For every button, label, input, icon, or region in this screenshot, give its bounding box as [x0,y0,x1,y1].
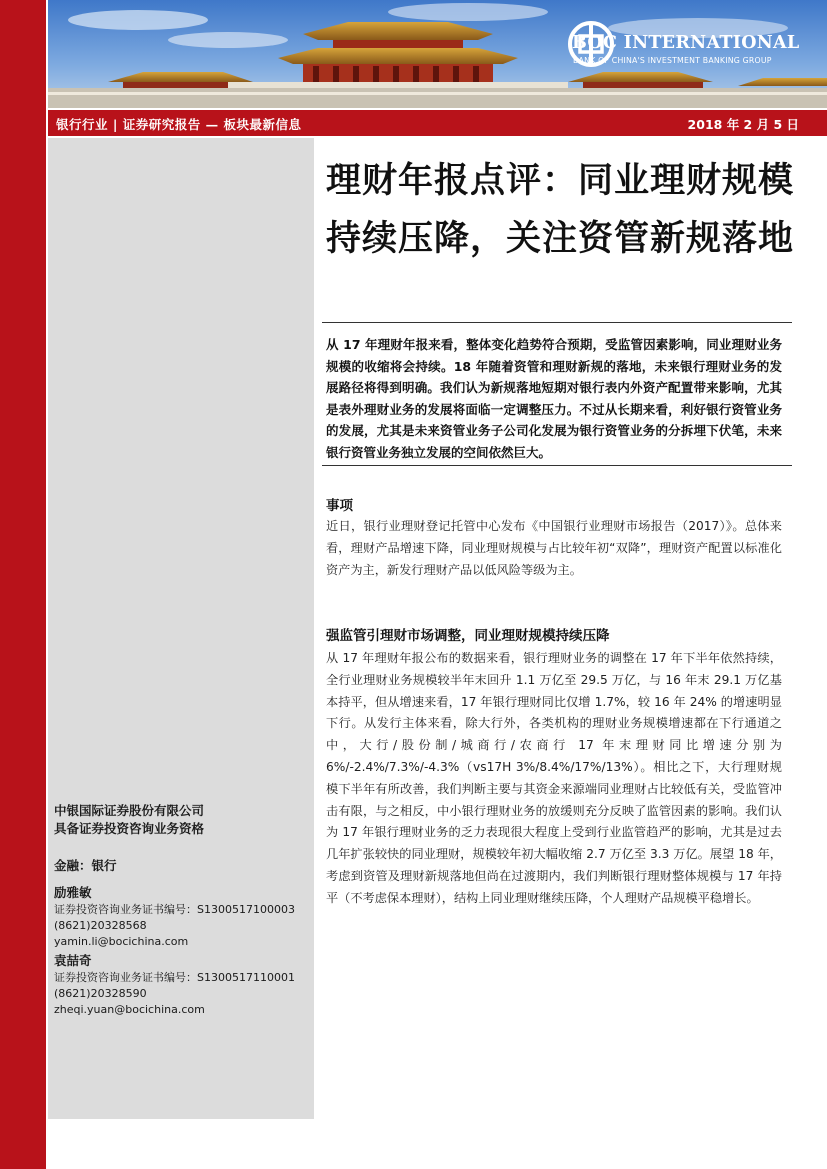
report-info-bar [48,110,827,136]
analyst-card [54,952,295,1018]
section-heading: 强监管引理财市场调整，同业理财规模持续压降 [326,628,610,644]
section-body: 近日，银行业理财登记托管中心发布《中国银行业理财市场报告（2017）》。总体来看，理财产品增速下降，同业理财规模与占比较年初“双降”，理财资产配置以标准化资产为主，新发行理财产品以低风险等级为主。 [326,519,782,577]
summary-divider [322,465,792,466]
company-name: 中银国际证券股份有限公司 [54,803,205,818]
summary-paragraph: 从 17 年理财年报来看，整体变化趋势符合预期，受监管因素影响，同业理财业务规模的收缩将会持续。18 年随着资管和理财新规的落地，未来银行理财业务的发展路径将得到明确。我们认为新规落地短期对银行表内外资产配置带来影响，尤其是表外理财业务的发展将面临一定调整压力。不过从长期来看，利好银行资管业务的发展，尤其是未来资管业务子公司化发展为银行资管业务的分拆埋下伏笔，未来银行资管业务独立发展的空间依然巨大。 [326,337,782,460]
section-heading: 事项 [326,498,353,514]
analyst-name: 励雅敏 [54,885,92,900]
report-title: 理财年报点评：同业理财规模持续压降，关注资管新规落地 [326,160,795,259]
sidebar [48,138,314,1119]
analyst-name: 袁喆奇 [54,953,92,968]
company-qualification: 具备证券投资咨询业务资格 [54,821,205,836]
palace-illustration [48,0,827,108]
analyst-email[interactable]: zheqi.yuan@bocichina.com [54,1003,205,1016]
report-date: 2018 年 2 月 5 日 [687,117,799,132]
analyst-cert: 证券投资咨询业务证书编号：S1300517110001 [54,971,295,984]
header-banner [48,0,827,108]
title-divider [322,322,792,323]
analyst-email[interactable]: yamin.li@bocichina.com [54,935,189,948]
analyst-cert: 证券投资咨询业务证书编号：S1300517100003 [54,903,295,916]
sector-label: 金融：银行 [54,858,117,873]
analyst-card [54,884,295,950]
analyst-phone: (8621)20328590 [54,987,147,1000]
logo-name: BOC INTERNATIONAL [572,33,800,53]
section-body: 从 17 年理财年报公布的数据来看，银行理财业务的调整在 17 年下半年依然持续，全行业理财业务规模较半年末回升 1.1 万亿至 29.5 万亿，与 16 年末 29.1 万亿基本持平，但从增速来看，17 年银行理财同比仅增 1.7%，较 16 年 24% 的增速明显下行。从发行主体来看，除大行外，各类机构的理财业务规模增速都在下行通道之中，大行/股份制/城商行/农商行 17 年末理财同比增速分别为 6%/-2.4%/7.3%/-4.3%（vs17H 3%/8.4%/17%/13%）。相比之下，大行理财规模下半年有所改善，我们判断主要与其资金来源端同业理财占比较低有关，受监管冲击有限，与之相反，中小银行理财业务的放缓则充分反映了监管因素的影响。我们认为 17 年银行理财业务的乏力表现很大程度上受到行业监管趋严的影响，尤其是过去几年扩张较快的同业理财，规模较年初大幅收缩 2.7 万亿至 3.3 万亿。展望 18 年，考虑到资管及理财新规落地但尚在过渡期内，我们判断银行理财整体规模与 17 年持平（不考虑保本理财），结构上同业理财继续压降，个人理财产品规模平稳增长。 [326,651,782,905]
analyst-phone: (8621)20328568 [54,919,147,932]
left-red-band [0,0,46,1169]
report-category: 银行行业 | 证券研究报告 — 板块最新信息 [56,117,302,132]
company-info [54,802,204,838]
logo-subtitle: BANK OF CHINA'S INVESTMENT BANKING GROUP [573,56,772,65]
